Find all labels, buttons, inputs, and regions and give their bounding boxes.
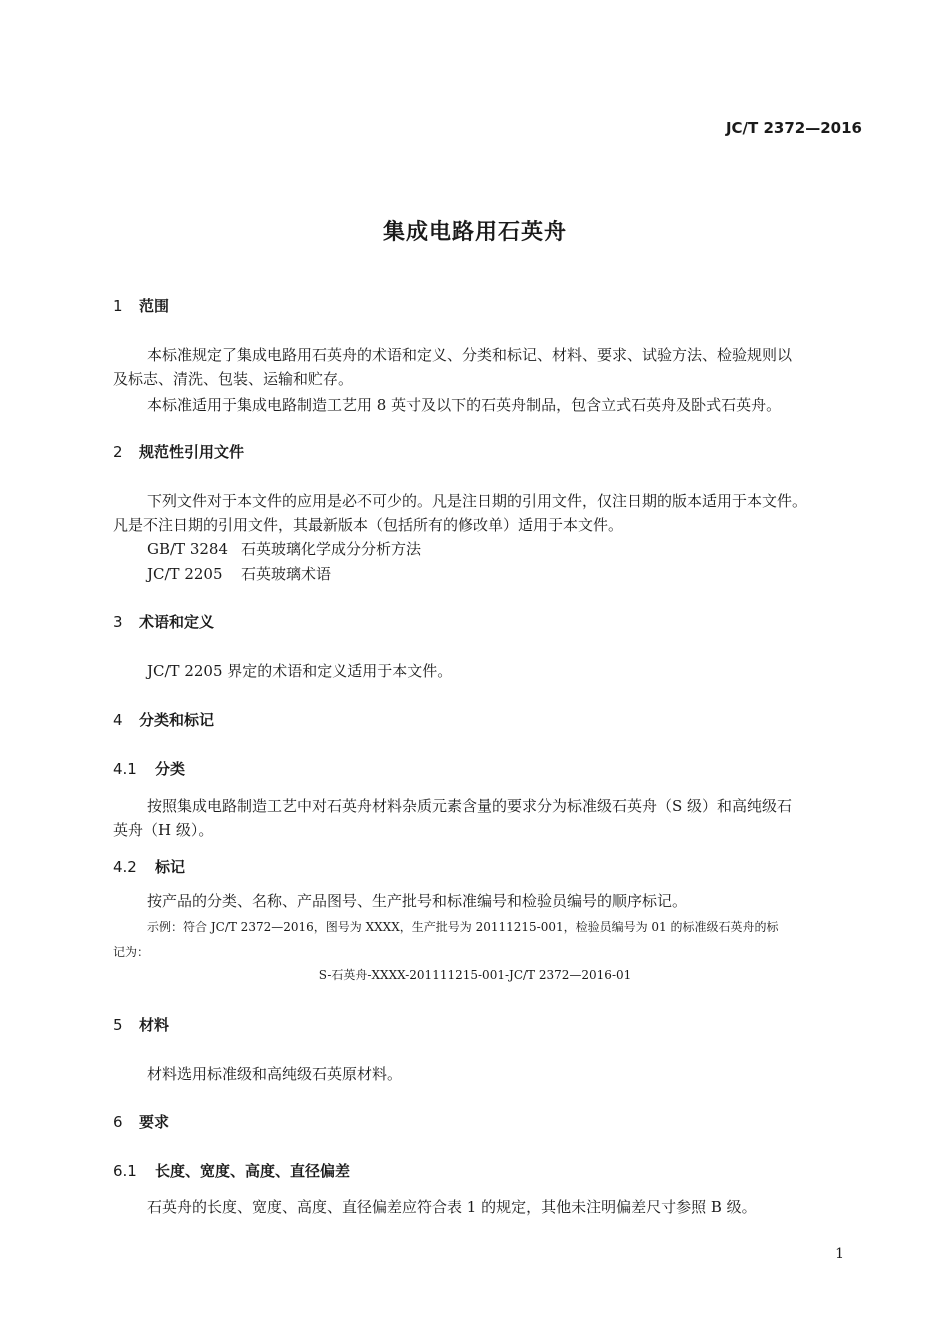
paragraph: 按产品的分类、名称、产品图号、生产批号和标准编号和检验员编号的顺序标记。: [147, 892, 688, 910]
example-label: 示例：: [147, 920, 184, 934]
section-number: 4.2: [113, 858, 137, 876]
section-number: 5: [113, 1016, 123, 1034]
section-4-heading: [113, 709, 214, 730]
section-number: 4.1: [113, 760, 137, 778]
page-number: 1: [835, 1246, 844, 1262]
section-6-1-heading: [113, 1160, 350, 1181]
paragraph-line: 英舟（H 级）。: [113, 821, 214, 839]
example-text: 符合 JC/T 2372—2016，图号为 XXXX，生产批号为 20111215-001，检验员编号为 01 的标准级石英舟的标: [183, 920, 779, 934]
section-title: 范围: [139, 297, 170, 315]
section-title: 分类: [155, 760, 186, 778]
section-number: 6.1: [113, 1162, 137, 1180]
paragraph-line: 本标准规定了集成电路用石英舟的术语和定义、分类和标记、材料、要求、试验方法、检验规则以: [147, 346, 793, 364]
document-title: 集成电路用石英舟: [382, 220, 567, 245]
paragraph: 本标准适用于集成电路制造工艺用 8 英寸及以下的石英舟制品，包含立式石英舟及卧式石英舟。: [147, 396, 782, 414]
section-title: 长度、宽度、高度、直径偏差: [155, 1162, 351, 1180]
reference-name: 石英玻璃化学成分分析方法: [241, 540, 422, 558]
section-number: 1: [113, 297, 123, 315]
example-line: 记为：: [113, 945, 150, 959]
paragraph-line: 凡是不注日期的引用文件，其最新版本（包括所有的修改单）适用于本文件。: [113, 516, 624, 534]
section-title: 分类和标记: [139, 711, 215, 729]
section-number: 6: [113, 1113, 123, 1131]
section-title: 标记: [155, 858, 186, 876]
section-title: 材料: [139, 1016, 170, 1034]
section-title: 术语和定义: [139, 613, 215, 631]
reference-item: [147, 538, 421, 559]
section-4-2-heading: [113, 856, 185, 877]
paragraph-line: 下列文件对于本文件的应用是必不可少的。凡是注日期的引用文件，仅注日期的版本适用于本文件。: [147, 492, 808, 510]
section-title: 要求: [139, 1113, 170, 1131]
section-title: 规范性引用文件: [139, 443, 245, 461]
section-4-1-heading: [113, 758, 185, 779]
paragraph: JC/T 2205 界定的术语和定义适用于本文件。: [147, 662, 453, 680]
section-2-heading: [113, 441, 244, 462]
reference-code: GB/T 3284: [147, 540, 229, 558]
paragraph-line: 及标志、清洗、包装、运输和贮存。: [113, 370, 354, 388]
marking-example: S-石英舟-XXXX-201111215-001-JC/T 2372—2016-01: [318, 968, 632, 982]
reference-name: 石英玻璃术语: [241, 565, 332, 583]
section-5-heading: [113, 1014, 169, 1035]
paragraph-line: 按照集成电路制造工艺中对石英舟材料杂质元素含量的要求分为标准级石英舟（S 级）和高纯级石: [147, 797, 793, 815]
standard-code: JC/T 2372—2016: [725, 119, 862, 137]
section-number: 4: [113, 711, 123, 729]
section-3-heading: [113, 611, 214, 632]
section-1-heading: [113, 295, 169, 316]
section-number: 2: [113, 443, 123, 461]
section-number: 3: [113, 613, 123, 631]
paragraph: 石英舟的长度、宽度、高度、直径偏差应符合表 1 的规定，其他未注明偏差尺寸参照 B 级。: [147, 1198, 757, 1216]
section-6-heading: [113, 1111, 169, 1132]
reference-code: JC/T 2205: [147, 565, 223, 583]
paragraph: 材料选用标准级和高纯级石英原材料。: [147, 1065, 403, 1083]
reference-item: [147, 563, 331, 584]
example-line: [147, 918, 779, 935]
